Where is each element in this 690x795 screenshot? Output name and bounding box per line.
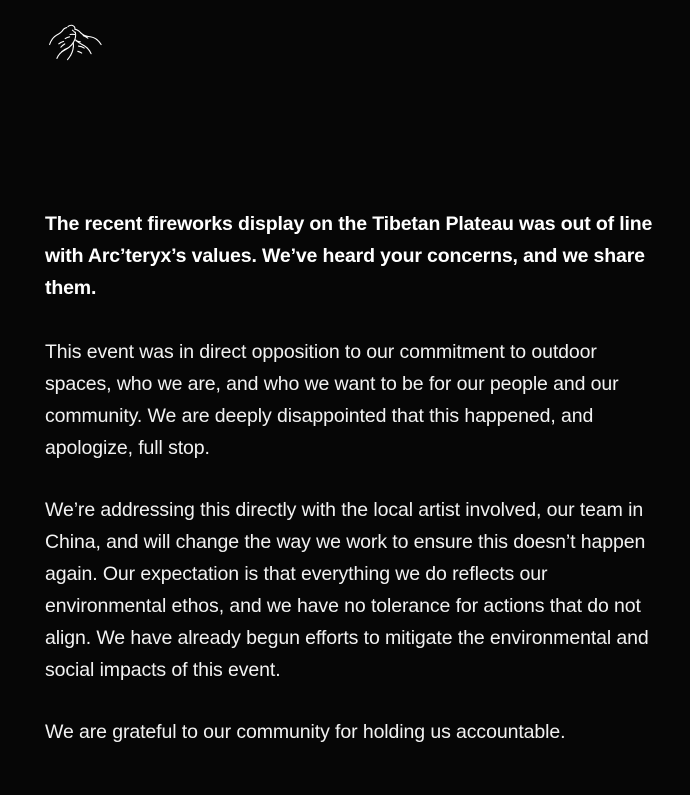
statement-paragraph-2: This event was in direct opposition to our commitment to outdoor spaces, who we are, and who we want to be for our people and our community. We are deeply disappointed that this happened, and apologize, full stop. <box>45 341 619 459</box>
statement-paragraph-3: We’re addressing this directly with the local artist involved, our team in China, and will change the way we work to ensure this doesn’t happen again. Our expectation is that everything we do reflects our environmental ethos, and we have no tolerance for actions that do not align. We have already begun efforts to mitigate the environmental and social impacts of this event. <box>45 499 649 681</box>
arcteryx-fossil-logo-icon <box>46 18 106 70</box>
statement-paragraph-1: The recent fireworks display on the Tibetan Plateau was out of line with Arc’teryx’s values. We’ve heard your concerns, and we share them. <box>45 213 653 299</box>
statement-body <box>45 208 661 748</box>
statement-paragraph-4: We are grateful to our community for holding us accountable. <box>45 721 566 743</box>
